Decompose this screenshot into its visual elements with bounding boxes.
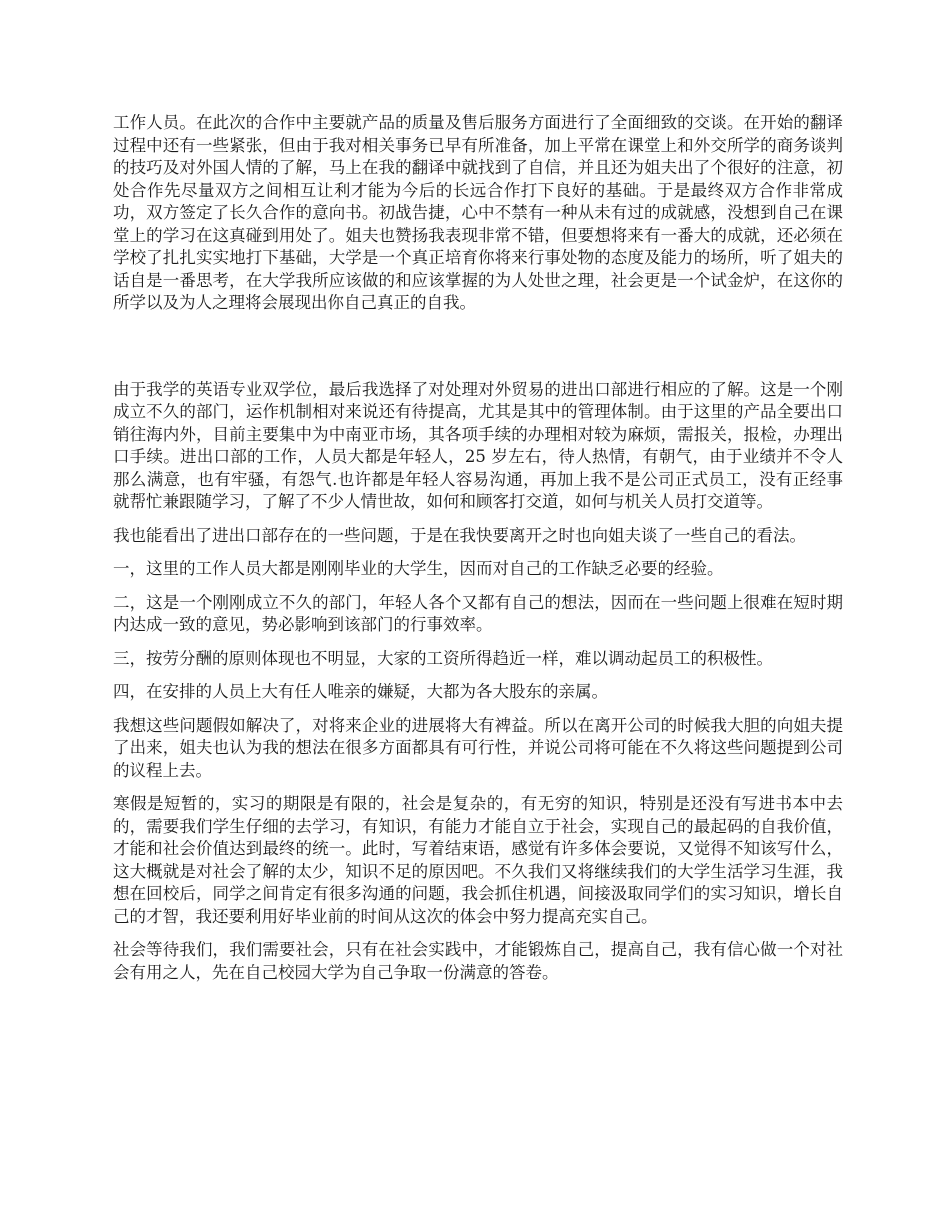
paragraph-problem-four: 四，在安排的人员上大有任人唯亲的嫌疑，大都为各大股东的亲属。 [113,682,608,701]
paragraph-import-export-dept: 由于我学的英语专业双学位，最后我选择了对处理对外贸易的进出口部进行相应的了解。这是一个刚成立不久的部门，运作机制相对来说还有待提高，尤其是其中的管理体制。由于这里的产品全要出口销往海内外，目前主要集中为中南亚市场，其各项手续的办理相对较为麻烦，需报关，报检，办理出口手续。进出口部的工作，人员大都是年轻人，25 岁左右，待人热情，有朝气，由于业绩并不令人那么满意，也有牢骚，有怨气.也许都是年轻人容易沟通，再加上我不是公司正式员工，没有正经事就帮忙兼跟随学习，了解了不少人情世故，如何和顾客打交道，如何与机关人员打交道等。 [113,379,843,511]
paragraph-winter-break: 寒假是短暂的，实习的期限是有限的，社会是复杂的，有无穷的知识，特别是还没有写进书本中去的，需要我们学生仔细的去学习，有知识，有能力才能自立于社会，实现自己的最起码的自我价值，才能和社会价值达到最终的统一。此时，写着结束语，感觉有许多体会要说，又觉得不知该写什么，这大概就是对社会了解的太少，知识不足的原因吧。不久我们又将继续我们的大学生活学习生涯，我想在回校后，同学之间肯定有很多沟通的问题，我会抓住机遇，间接汲取同学们的实习知识，增长自己的才智，我还要利用好毕业前的时间从这次的体会中努力提高充实自己。 [113,794,843,926]
paragraph-proposal: 我想这些问题假如解决了，对将来企业的进展将大有裨益。所以在离开公司的时候我大胆的向姐夫提了出来，姐夫也认为我的想法在很多方面都具有可行性，并说公司将可能在不久将这些问题提到公司的议程上去。 [113,715,843,780]
paragraph-problems-intro: 我也能看出了进出口部存在的一些问题，于是在我快要离开之时也向姐夫谈了一些自己的看法。 [113,525,806,545]
paragraph-problem-one: 一，这里的工作人员大都是刚刚毕业的大学生，因而对自己的工作缺乏必要的经验。 [113,559,724,578]
paragraph-problem-two: 二，这是一个刚刚成立不久的部门，年轻人各个又都有自己的想法，因而在一些问题上很难在短时期内达成一致的意见，势必影响到该部门的行事效率。 [113,592,843,634]
paragraph-conclusion: 社会等待我们，我们需要社会，只有在社会实践中，才能锻炼自己，提高自己，我有信心做一个对社会有用之人，先在自己校园大学为自己争取一份满意的答卷。 [113,940,843,982]
document-body [113,112,843,995]
paragraph-cooperation: 工作人员。在此次的合作中主要就产品的质量及售后服务方面进行了全面细致的交谈。在开始的翻译过程中还有一些紧张，但由于我对相关事务已早有所准备，加上平常在课堂上和外交所学的商务谈判的技巧及对外国人情的了解，马上在我的翻译中就找到了自信，并且还为姐夫出了个很好的注意，初处合作先尽量双方之间相互让利才能为今后的长远合作打下良好的基础。于是最终双方合作非常成功，双方签定了长久合作的意向书。初战告捷，心中不禁有一种从未有过的成就感，没想到自己在课堂上的学习在这真碰到用处了。姐夫也赞扬我表现非常不错，但要想将来有一番大的成就，还必须在学校了扎扎实实地打下基础，大学是一个真正培育你将来行事处物的态度及能力的场所，听了姐夫的话自是一番思考，在大学我所应该做的和应该掌握的为人处世之理，社会更是一个试金炉，在这你的所学以及为人之理将会展现出你自己真正的自我。 [113,113,843,312]
paragraph-problem-three: 三，按劳分酬的原则体现也不明显，大家的工资所得趋近一样，难以调动起员工的积极性。 [113,648,773,668]
